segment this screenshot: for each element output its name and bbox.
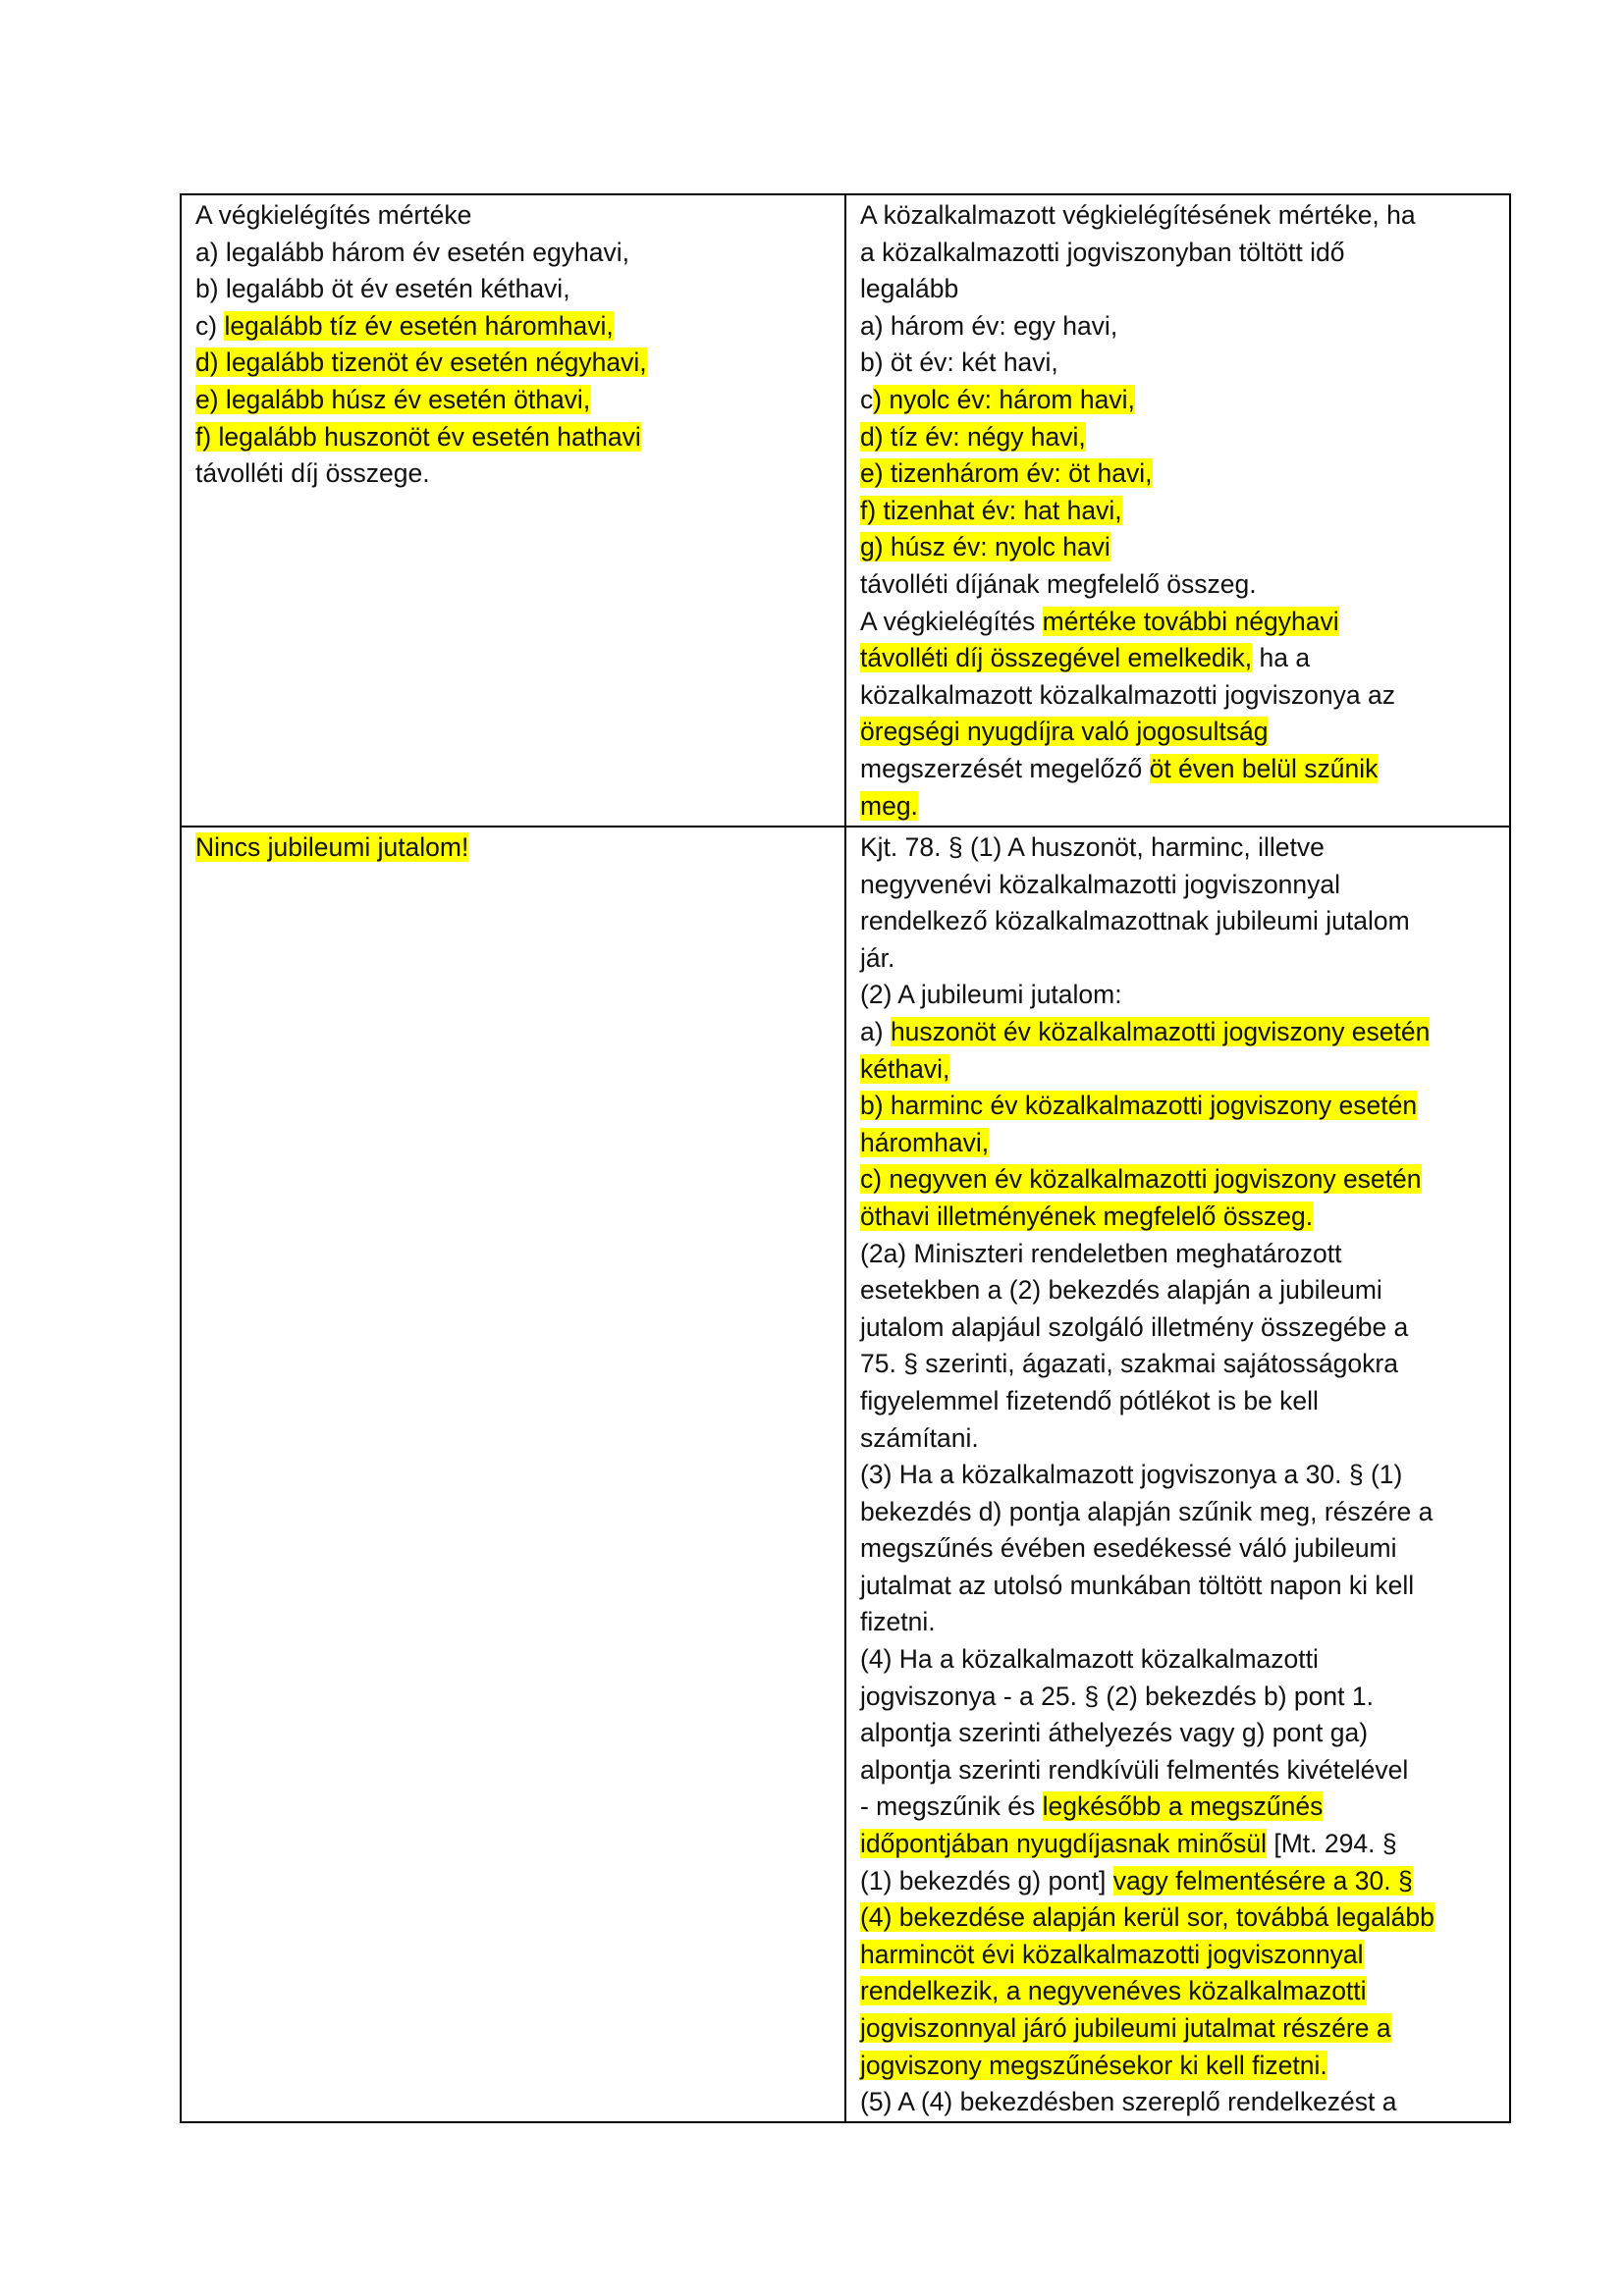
text-segment: - megszűnik és <box>860 1791 1043 1822</box>
highlighted-text: g) húsz év: nyolc havi <box>860 532 1110 562</box>
highlighted-text: meg. <box>860 790 918 821</box>
text-segment: legalább <box>860 274 959 304</box>
highlighted-text: d) tíz év: négy havi, <box>860 421 1086 452</box>
highlighted-text: c) negyven év közalkalmazotti jogviszony esetén <box>860 1164 1422 1195</box>
text-segment: (3) Ha a közalkalmazott jogviszonya a 30. § (1) <box>860 1460 1403 1490</box>
highlighted-text: legalább tíz év esetén háromhavi, <box>224 310 614 341</box>
text-line <box>860 1346 1497 1383</box>
text-line <box>860 1309 1497 1347</box>
text-line <box>860 714 1497 751</box>
text-line <box>860 2048 1497 2085</box>
highlighted-text: időpontjában nyugdíjasnak minősül <box>860 1829 1267 1859</box>
text-segment: jogviszonya - a 25. § (2) bekezdés b) pont 1. <box>860 1681 1374 1711</box>
text-line <box>860 1088 1497 1125</box>
text-segment: c <box>860 384 874 414</box>
text-line <box>860 1568 1497 1605</box>
highlighted-text: jogviszonnyal járó jubileumi jutalmat részére a <box>860 2013 1391 2043</box>
text-line <box>860 977 1497 1014</box>
jubilee-civil-servant-rules-cell <box>845 827 1510 2122</box>
text-line <box>860 1161 1497 1199</box>
text-segment: a) <box>860 1016 891 1046</box>
text-segment: megszűnés évében esedékessé váló jubileumi <box>860 1533 1397 1564</box>
text-segment: A végkielégítés mértéke <box>195 200 472 230</box>
text-segment: A közalkalmazott végkielégítésének mértéke, ha <box>860 200 1416 230</box>
highlighted-text: huszonöt év közalkalmazotti jogviszony esetén <box>890 1016 1431 1046</box>
text-line <box>860 640 1497 677</box>
text-line <box>860 751 1497 788</box>
text-line <box>860 345 1497 382</box>
text-segment: (2) A jubileumi jutalom: <box>860 980 1122 1010</box>
text-line <box>860 2084 1497 2121</box>
text-line <box>860 1236 1497 1273</box>
text-segment: jutalmat az utolsó munkában töltött napon ki kell <box>860 1570 1415 1600</box>
text-line <box>860 788 1497 826</box>
highlighted-text: mértéke további négyhavi <box>1042 606 1339 636</box>
text-line <box>860 1420 1497 1458</box>
highlighted-text: vagy felmentésére a 30. § <box>1112 1865 1413 1896</box>
text-line <box>195 271 833 308</box>
text-segment: b) legalább öt év esetén kéthavi, <box>195 274 570 304</box>
text-line <box>860 1937 1497 1974</box>
text-segment: figyelemmel fizetendő pótlékot is be kell <box>860 1385 1319 1415</box>
text-segment: számítani. <box>860 1422 979 1453</box>
text-segment: megszerzését megelőző <box>860 753 1150 783</box>
text-line <box>195 345 833 382</box>
text-segment: ha a <box>1252 643 1311 673</box>
highlighted-text: Nincs jubileumi jutalom! <box>195 832 469 862</box>
text-line <box>860 1752 1497 1789</box>
highlighted-text: ) nyolc év: három havi, <box>873 384 1135 414</box>
highlighted-text: legkésőbb a megszűnés <box>1042 1791 1324 1822</box>
text-line <box>860 419 1497 456</box>
highlighted-text: b) harminc év közalkalmazotti jogviszony esetén <box>860 1091 1418 1121</box>
highlighted-text: jogviszony megszűnésekor ki kell fizetni. <box>860 2050 1327 2080</box>
text-segment: jutalom alapjául szolgáló illetmény összegébe a <box>860 1311 1409 1342</box>
text-line <box>860 308 1497 346</box>
text-line <box>860 1272 1497 1309</box>
text-line <box>860 867 1497 904</box>
severance-civil-servant-rules-cell <box>845 194 1510 827</box>
text-line <box>860 1863 1497 1900</box>
text-segment: b) öt év: két havi, <box>860 347 1058 378</box>
text-line <box>860 1457 1497 1494</box>
text-line <box>860 382 1497 419</box>
text-segment: a) három év: egy havi, <box>860 310 1118 341</box>
highlighted-text: távolléti díj összegével emelkedik, <box>860 643 1253 673</box>
text-line <box>195 197 833 235</box>
text-segment: a közalkalmazotti jogviszonyban töltött idő <box>860 237 1345 267</box>
text-segment: rendelkező közalkalmazottnak jubileumi jutalom <box>860 906 1410 936</box>
text-line <box>860 1899 1497 1937</box>
highlighted-text: e) tizenhárom év: öt havi, <box>860 458 1153 489</box>
text-line <box>860 677 1497 715</box>
text-segment: alpontja szerinti rendkívüli felmentés kivételével <box>860 1754 1409 1785</box>
text-segment: Kjt. 78. § (1) A huszonöt, harminc, illetve <box>860 832 1325 862</box>
highlighted-text: harmincöt évi közalkalmazotti jogviszonnyal <box>860 1939 1364 1969</box>
text-segment: a) legalább három év esetén egyhavi, <box>195 237 629 267</box>
text-line <box>860 1973 1497 2010</box>
text-line <box>860 1051 1497 1089</box>
highlighted-text: kéthavi, <box>860 1053 950 1084</box>
text-line <box>860 1125 1497 1162</box>
text-line <box>860 1199 1497 1236</box>
text-segment: közalkalmazott közalkalmazotti jogviszonya az <box>860 679 1395 710</box>
comparison-table <box>180 193 1511 2123</box>
severance-row <box>181 194 1510 827</box>
text-line <box>195 308 833 346</box>
jubilee-old-rules-cell <box>181 827 845 2122</box>
text-line <box>860 1679 1497 1716</box>
text-line <box>860 1789 1497 1826</box>
text-line <box>860 566 1497 604</box>
text-line <box>860 455 1497 493</box>
text-line <box>195 829 833 867</box>
text-segment: (1) bekezdés g) pont] <box>860 1865 1113 1896</box>
text-line <box>860 529 1497 566</box>
highlighted-text: e) legalább húsz év esetén öthavi, <box>195 384 591 414</box>
text-line <box>860 2010 1497 2048</box>
text-line <box>860 1014 1497 1051</box>
highlighted-text: (4) bekezdése alapján kerül sor, továbbá legalább <box>860 1902 1435 1933</box>
text-line <box>860 271 1497 308</box>
text-line <box>860 829 1497 867</box>
text-line <box>860 493 1497 530</box>
text-segment: A végkielégítés <box>860 606 1043 636</box>
text-line <box>860 1494 1497 1531</box>
text-segment: c) <box>195 310 225 341</box>
text-line <box>860 1641 1497 1679</box>
text-line <box>860 604 1497 641</box>
text-segment: (4) Ha a közalkalmazott közalkalmazotti <box>860 1644 1319 1675</box>
text-segment: távolléti díj összege. <box>195 458 430 489</box>
text-line <box>860 1383 1497 1420</box>
text-line <box>860 197 1497 235</box>
highlighted-text: rendelkezik, a negyvenéves közalkalmazotti <box>860 1976 1367 2006</box>
text-segment: fizetni. <box>860 1607 936 1637</box>
text-line <box>195 235 833 272</box>
highlighted-text: öt éven belül szűnik <box>1149 753 1379 783</box>
text-line <box>860 1715 1497 1752</box>
severance-old-rules-cell <box>181 194 845 827</box>
text-line <box>860 903 1497 940</box>
text-line <box>860 1604 1497 1641</box>
text-segment: negyvenévi közalkalmazotti jogviszonnyal <box>860 869 1341 899</box>
highlighted-text: öregségi nyugdíjra való jogosultság <box>860 717 1269 747</box>
text-segment: 75. § szerinti, ágazati, szakmai sajátosságokra <box>860 1349 1398 1379</box>
highlighted-text: háromhavi, <box>860 1127 990 1157</box>
text-segment: alpontja szerinti áthelyezés vagy g) pont ga) <box>860 1718 1369 1748</box>
text-segment: (2a) Miniszteri rendeletben meghatározott <box>860 1238 1342 1268</box>
highlighted-text: öthavi illetményének megfelelő összeg. <box>860 1201 1314 1231</box>
text-line <box>195 419 833 456</box>
text-line <box>195 382 833 419</box>
jubilee-row <box>181 827 1510 2122</box>
text-segment: bekezdés d) pontja alapján szűnik meg, részére a <box>860 1496 1434 1526</box>
text-line <box>860 1826 1497 1863</box>
text-line <box>860 1530 1497 1568</box>
highlighted-text: f) tizenhat év: hat havi, <box>860 495 1122 525</box>
highlighted-text: f) legalább huszonöt év esetén hathavi <box>195 421 641 452</box>
text-line <box>195 455 833 493</box>
text-segment: esetekben a (2) bekezdés alapján a jubileumi <box>860 1275 1382 1306</box>
text-line <box>860 235 1497 272</box>
text-segment: (5) A (4) bekezdésben szereplő rendelkezést a <box>860 2087 1397 2117</box>
text-segment: [Mt. 294. § <box>1267 1829 1397 1859</box>
highlighted-text: d) legalább tizenöt év esetén négyhavi, <box>195 347 647 378</box>
text-line <box>860 940 1497 978</box>
text-segment: jár. <box>860 942 895 973</box>
text-segment: távolléti díjának megfelelő összeg. <box>860 568 1257 599</box>
